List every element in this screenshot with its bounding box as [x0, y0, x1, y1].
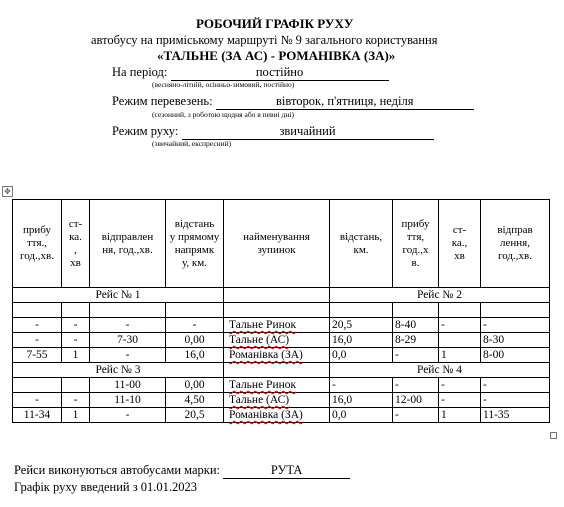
schedule-intro-date: Графік руху введений з 01.01.2023 — [14, 480, 198, 494]
table-cell: 0,00 — [166, 333, 224, 348]
motion-label: Режим руху: — [112, 124, 179, 138]
motion-hint: (звичайний, експресний) — [152, 139, 232, 148]
table-cell: 16,0 — [166, 348, 224, 363]
table-cell: 16,0 — [330, 393, 393, 408]
page-title: РОБОЧИЙ ГРАФІК РУХУ — [196, 16, 354, 31]
bus-brand-label: Рейси виконуються автобусами марки: — [14, 463, 221, 477]
period-row — [112, 65, 389, 81]
table-cell: 4,50 — [166, 393, 224, 408]
table-row — [13, 318, 550, 333]
table-cell — [224, 363, 330, 378]
route-name: «ТАЛЬНЕ (ЗА АС) - РОМАНІВКА (ЗА)» — [157, 48, 396, 63]
trip-header-row — [13, 288, 550, 303]
table-cell: - — [330, 378, 393, 393]
col-header-departure-back: відправ лення, год.,хв. — [481, 200, 550, 288]
table-cell: - — [13, 393, 62, 408]
stop-name-text: Романівка (ЗА) — [229, 349, 303, 361]
stop-name-cell — [224, 393, 330, 408]
stop-name-text: Тальне Ринок — [229, 319, 297, 331]
table-cell — [439, 333, 481, 348]
table-cell: - — [13, 333, 62, 348]
table-cell: 16,0 — [330, 333, 393, 348]
stop-name-text: Тальне (АС) — [229, 334, 290, 346]
table-cell: - — [393, 378, 439, 393]
trip-block-1 — [13, 318, 550, 363]
trip-label: Рейс № 2 — [330, 288, 550, 303]
table-spacer-row — [13, 303, 550, 318]
table-cell: 20,5 — [330, 318, 393, 333]
table-cell: - — [393, 348, 439, 363]
table-cell: 11-34 — [13, 408, 62, 423]
table-cell: 8-40 — [393, 318, 439, 333]
table-cell: - — [90, 318, 166, 333]
mode-hint: (сезонний, з роботою щодня або в певні дні) — [152, 110, 294, 119]
period-value: постійно — [171, 65, 389, 81]
table-cell: - — [90, 408, 166, 423]
mode-row — [112, 94, 474, 110]
motion-row — [112, 124, 434, 140]
bus-brand-row — [14, 463, 350, 479]
col-header-arrival-back: прибу ття, год.,х в. — [393, 200, 439, 288]
col-header-stop-name: найменування зупинок — [224, 200, 330, 288]
stop-name-text: Тальне (АС) — [229, 394, 290, 406]
table-cell: - — [439, 378, 481, 393]
table-cell: 0,00 — [166, 378, 224, 393]
table-move-handle-icon[interactable]: ✥ — [2, 186, 13, 197]
trip-header-row — [13, 363, 550, 378]
stop-name-cell — [224, 348, 330, 363]
table-cell: 1 — [439, 408, 481, 423]
period-hint: (весняно-літній, осінньо-зимовий, постійно) — [152, 80, 295, 89]
table-cell: - — [90, 348, 166, 363]
stop-name-cell — [224, 378, 330, 393]
table-cell: - — [62, 333, 90, 348]
stop-name-cell — [224, 318, 330, 333]
table-cell: 20,5 — [166, 408, 224, 423]
stop-name-text: Тальне Ринок — [229, 379, 297, 391]
col-header-stop-time: ст- ка. , хв — [62, 200, 90, 288]
table-row — [13, 378, 550, 393]
table-cell: 7-30 — [90, 333, 166, 348]
table-cell — [13, 378, 62, 393]
table-cell: - — [439, 318, 481, 333]
period-label: На період: — [112, 65, 168, 79]
trip-label: Рейс № 3 — [13, 363, 224, 378]
col-header-stop-time-back: ст- ка., хв — [439, 200, 481, 288]
table-row — [13, 408, 550, 423]
stop-name-cell — [224, 333, 330, 348]
table-cell: 11-35 — [481, 408, 550, 423]
table-cell: 7-55 — [13, 348, 62, 363]
mode-value: вівторок, п'ятниця, неділя — [216, 94, 474, 110]
table-cell: - — [439, 393, 481, 408]
table-cell: 0,0 — [330, 408, 393, 423]
stop-name-cell — [224, 408, 330, 423]
trip-block-2 — [13, 378, 550, 423]
table-cell — [62, 378, 90, 393]
table-cell: - — [13, 318, 62, 333]
table-cell: 8-00 — [481, 348, 550, 363]
table-cell: 1 — [62, 408, 90, 423]
table-cell: - — [62, 318, 90, 333]
table-resize-handle[interactable] — [550, 432, 557, 439]
table-row — [13, 333, 550, 348]
schedule-table — [12, 199, 550, 423]
table-row — [13, 348, 550, 363]
table-cell: 8-29 — [393, 333, 439, 348]
trip-label: Рейс № 4 — [330, 363, 550, 378]
col-header-distance-forward: відстань у прямому напрямк у, км. — [166, 200, 224, 288]
mode-label: Режим перевезень: — [112, 94, 213, 108]
col-header-arrival: прибу ття., год.,хв. — [13, 200, 62, 288]
trip-label: Рейс № 1 — [13, 288, 224, 303]
table-cell: - — [166, 318, 224, 333]
table-cell: - — [393, 408, 439, 423]
table-cell: 11-10 — [90, 393, 166, 408]
bus-brand-value: РУТА — [223, 463, 350, 479]
table-cell: 11-00 — [90, 378, 166, 393]
table-cell: 1 — [62, 348, 90, 363]
table-cell: 1 — [439, 348, 481, 363]
motion-value: звичайний — [182, 124, 434, 140]
table-cell: - — [481, 378, 550, 393]
stop-name-text: Романівка (ЗА) — [229, 409, 303, 421]
table-cell: - — [481, 318, 550, 333]
page-subtitle: автобусу на приміському маршруті № 9 загального користування — [91, 33, 438, 47]
table-cell: - — [62, 393, 90, 408]
col-header-departure: відправлен ня, год.,хв. — [90, 200, 166, 288]
table-row — [13, 393, 550, 408]
table-cell: - — [481, 393, 550, 408]
col-header-distance: відстань, км. — [330, 200, 393, 288]
table-cell: 8-30 — [481, 333, 550, 348]
table-header-row — [13, 200, 550, 288]
table-cell: 12-00 — [393, 393, 439, 408]
table-cell: 0,0 — [330, 348, 393, 363]
table-cell — [224, 288, 330, 303]
